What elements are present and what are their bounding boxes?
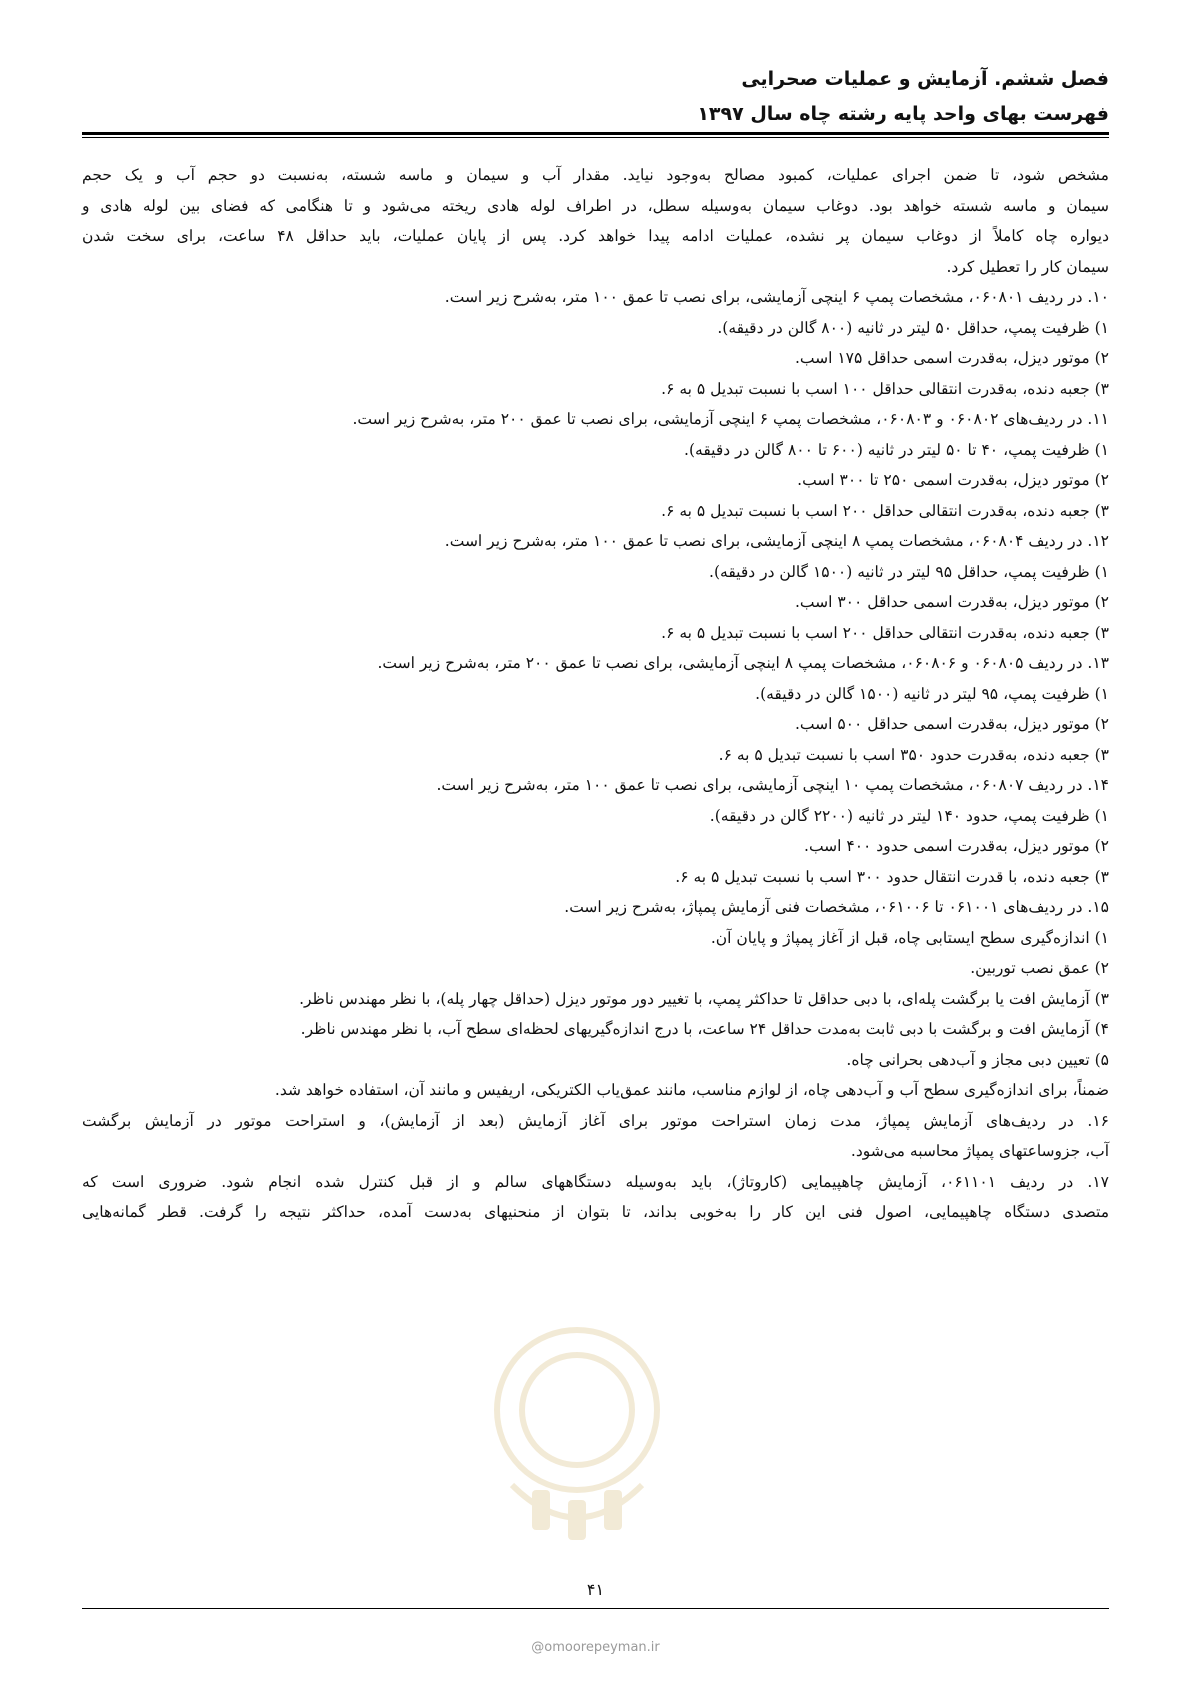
list-item: ۱) ظرفیت پمپ، حداقل ۹۵ لیتر در ثانیه (۱۵۰۰ گالن در دقیقه). — [709, 562, 1109, 581]
intro-line: سیمان کار را تعطیل کرد. — [946, 257, 1109, 276]
section-10-heading: ۱۰. در ردیف ۰۶۰۸۰۱، مشخصات پمپ ۶ اینچی آزمایشی، برای نصب تا عمق ۱۰۰ متر، به‌شرح زیر است. — [444, 288, 1109, 306]
list-item: ۱) ظرفیت پمپ، حداقل ۵۰ لیتر در ثانیه (۸۰۰ گالن در دقیقه). — [717, 318, 1109, 337]
intro-line: دیواره چاه کاملاً از دوغاب سیمان پر نشده، عملیات ادامه پیدا خواهد کرد. پس از پایان عملیات، باید حداقل ۴۸ ساعت، برای سخت شدن — [82, 227, 1109, 245]
list-item: ۳) جعبه دنده، به‌قدرت انتقالی حداقل ۲۰۰ اسب با نسبت تبدیل ۵ به ۶. — [661, 501, 1109, 520]
section-11-heading: ۱۱. در ردیف‌های ۰۶۰۸۰۲ و ۰۶۰۸۰۳، مشخصات پمپ ۶ اینچی آزمایشی، برای نصب تا عمق ۲۰۰ متر، به‌شرح زیر است. — [352, 410, 1109, 428]
section-17-line: ۱۷. در ردیف ۰۶۱۱۰۱، آزمایش چاهپیمایی (کاروتاژ)، باید به‌وسیله دستگاههای سالم و از قبل کنترل شده انجام شود. ضروری است که — [82, 1172, 1110, 1191]
list-item: ۳) جعبه دنده، به‌قدرت انتقالی حداقل ۲۰۰ اسب با نسبت تبدیل ۵ به ۶. — [661, 623, 1109, 642]
list-item: ۲) موتور دیزل، به‌قدرت اسمی حداقل ۵۰۰ اسب. — [794, 715, 1109, 733]
section-13-heading: ۱۳. در ردیف ۰۶۰۸۰۵ و ۰۶۰۸۰۶، مشخصات پمپ ۸ اینچی آزمایشی، برای نصب تا عمق ۲۰۰ متر، به‌شرح زیر است. — [377, 654, 1109, 672]
list-item: ۱) ظرفیت پمپ، ۴۰ تا ۵۰ لیتر در ثانیه (۶۰۰ تا ۸۰۰ گالن در دقیقه). — [684, 440, 1109, 459]
note-paragraph: ضمناً، برای اندازه‌گیری سطح آب و آب‌دهی چاه، از لوازم مناسب، مانند عمق‌یاب الکتریکی، اریفیس و مانند آن، استفاده خواهد شد. — [274, 1081, 1109, 1099]
list-item: ۳) جعبه دنده، به‌قدرت انتقالی حداقل ۱۰۰ اسب با نسبت تبدیل ۵ به ۶. — [661, 379, 1109, 398]
list-item: ۲) موتور دیزل، به‌قدرت اسمی ۲۵۰ تا ۳۰۰ اسب. — [797, 471, 1109, 489]
section-12-heading: ۱۲. در ردیف ۰۶۰۸۰۴، مشخصات پمپ ۸ اینچی آزمایشی، برای نصب تا عمق ۱۰۰ متر، به‌شرح زیر است. — [444, 532, 1109, 550]
list-item: ۲) موتور دیزل، به‌قدرت اسمی حداقل ۱۷۵ اسب. — [794, 349, 1109, 367]
list-item: ۴) آزمایش افت و برگشت با دبی ثابت به‌مدت حداقل ۲۴ ساعت، با درج اندازه‌گیریهای لحظه‌ای سطح آب، با نظر مهندس ناظر. — [300, 1020, 1109, 1038]
chapter-title: فصل ششم. آزمایش و عملیات صحرایی — [741, 68, 1109, 90]
document-title: فهرست بهای واحد پایه رشته چاه سال ۱۳۹۷ — [697, 103, 1109, 125]
section-16-line: ۱۶. در ردیف‌های آزمایش پمپاژ، مدت زمان استراحت موتور برای آغاز آزمایش (بعد از آزمایش)، و استراحت موتور در آزمایش برگشت — [82, 1111, 1109, 1130]
section-15-heading: ۱۵. در ردیف‌های ۰۶۱۰۰۱ تا ۰۶۱۰۰۶، مشخصات فنی آزمایش پمپاژ، به‌شرح زیر است. — [564, 898, 1109, 916]
list-item: ۳) جعبه دنده، با قدرت انتقال حدود ۳۰۰ اسب با نسبت تبدیل ۵ به ۶. — [675, 867, 1109, 886]
website-watermark: @omoorepeyman.ir — [531, 1640, 660, 1655]
list-item: ۳) آزمایش افت یا برگشت پله‌ای، با دبی حداقل تا حداکثر پمپ، با تغییر دور موتور دیزل (حداقل چهار پله)، با نظر مهندس ناظر. — [299, 989, 1109, 1008]
header-rule-thick — [82, 132, 1109, 135]
section-17-line: متصدی دستگاه چاهپیمایی، اصول فنی این کار را به‌خوبی بداند، تا بتوان از منحنیهای به‌دست آمده، حداکثر نتیجه را گرفت. قطر گمانه‌هایی — [82, 1203, 1109, 1221]
publisher-logo-watermark — [472, 1315, 682, 1550]
list-item: ۲) عمق نصب توربین. — [970, 959, 1109, 977]
page-header — [82, 62, 1109, 132]
page-body — [82, 160, 1109, 1228]
list-item: ۲) موتور دیزل، به‌قدرت اسمی حدود ۴۰۰ اسب. — [804, 837, 1109, 855]
footer-rule — [82, 1608, 1109, 1609]
page-number: ۴۱ — [586, 1580, 605, 1599]
list-item: ۵) تعیین دبی مجاز و آب‌دهی بحرانی چاه. — [846, 1050, 1109, 1069]
intro-line: مشخص شود، تا ضمن اجرای عملیات، کمبود مصالح به‌وجود نیاید. مقدار آب و سیمان و ماسه شسته، به‌نسبت دو حجم آب و یک حجم — [82, 166, 1109, 184]
list-item: ۱) اندازه‌گیری سطح ایستابی چاه، قبل از آغاز پمپاژ و پایان آن. — [710, 928, 1109, 947]
list-item: ۲) موتور دیزل، به‌قدرت اسمی حداقل ۳۰۰ اسب. — [794, 593, 1109, 611]
list-item: ۱) ظرفیت پمپ، ۹۵ لیتر در ثانیه (۱۵۰۰ گالن در دقیقه). — [755, 684, 1109, 703]
section-14-heading: ۱۴. در ردیف ۰۶۰۸۰۷، مشخصات پمپ ۱۰ اینچی آزمایشی، برای نصب تا عمق ۱۰۰ متر، به‌شرح زیر است. — [436, 776, 1109, 794]
header-rule-thin — [82, 137, 1109, 138]
intro-line: سیمان و ماسه شسته خواهد بود. دوغاب سیمان به‌وسیله سطل، در اطراف لوله هادی ریخته می‌شود و تا هنگامی که فضای بین لوله هادی و — [82, 196, 1109, 215]
section-16-line: آب، جزوساعتهای پمپاژ محاسبه می‌شود. — [850, 1142, 1109, 1160]
list-item: ۳) جعبه دنده، به‌قدرت حدود ۳۵۰ اسب با نسبت تبدیل ۵ به ۶. — [718, 745, 1109, 764]
list-item: ۱) ظرفیت پمپ، حدود ۱۴۰ لیتر در ثانیه (۲۲۰۰ گالن در دقیقه). — [709, 806, 1109, 825]
